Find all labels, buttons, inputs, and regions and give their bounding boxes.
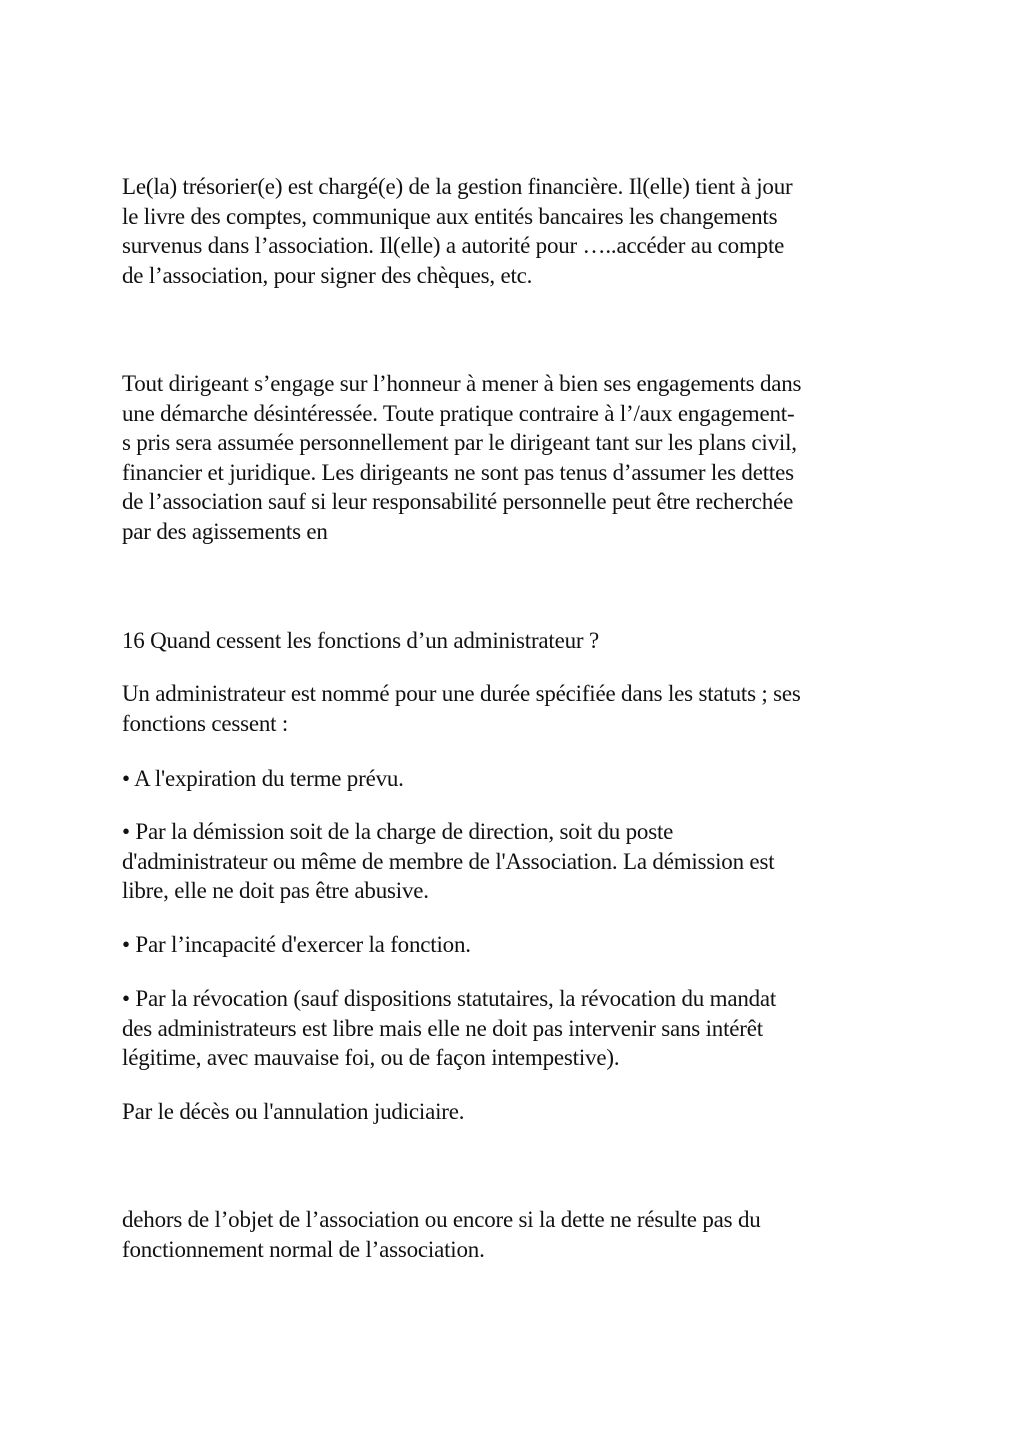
bullet-incapacity (122, 930, 912, 960)
bullet-expiration (122, 764, 912, 794)
text-line: Un administrateur est nommé pour une durée spécifiée dans les statuts ; ses (122, 681, 801, 706)
text-line: • Par la démission soit de la charge de direction, soit du poste (122, 819, 674, 844)
paragraph-continuation (122, 1205, 912, 1264)
text-line: de l’association, pour signer des chèques, etc. (122, 262, 533, 288)
text-line: libre, elle ne doit pas être abusive. (122, 878, 429, 904)
bullet-revocation (122, 984, 912, 1073)
text-line: Par le décès ou l'annulation judiciaire. (122, 1099, 465, 1124)
bullet-resignation (122, 817, 912, 906)
paragraph-administrator-term (122, 679, 912, 738)
text-line: une démarche désintéressée. Toute pratique contraire à l’/aux engagement- (122, 400, 795, 426)
text-line: Tout dirigeant s’engage sur l’honneur à mener à bien ses engagements dans (122, 371, 802, 396)
text-line: Le(la) trésorier(e) est chargé(e) de la gestion financière. Il(elle) tient à jour (122, 174, 793, 199)
text-line: d'administrateur ou même de membre de l'Association. La démission est (122, 848, 775, 874)
text-line: s pris sera assumée personnellement par le dirigeant tant sur les plans civil, (122, 430, 797, 456)
text-line: dehors de l’objet de l’association ou encore si la dette ne résulte pas du (122, 1207, 761, 1232)
text-line: financier et juridique. Les dirigeants ne sont pas tenus d’assumer les dettes (122, 459, 794, 485)
text-line: par des agissements en (122, 518, 328, 544)
text-line: légitime, avec mauvaise foi, ou de façon intempestive). (122, 1045, 620, 1071)
paragraph-director-commitment (122, 369, 912, 547)
text-line: survenus dans l’association. Il(elle) a autorité pour …..accéder au compte (122, 233, 785, 259)
text-line: • Par la révocation (sauf dispositions statutaires, la révocation du mandat (122, 986, 777, 1011)
text-line: fonctionnement normal de l’association. (122, 1236, 485, 1262)
section-heading-16 (122, 626, 912, 656)
text-line: 16 Quand cessent les fonctions d’un administrateur ? (122, 628, 599, 653)
text-line: le livre des comptes, communique aux entités bancaires les changements (122, 203, 778, 229)
text-line: • A l'expiration du terme prévu. (122, 766, 404, 791)
paragraph-death-annulment (122, 1097, 912, 1127)
paragraph-treasurer-role (122, 172, 912, 290)
text-line: de l’association sauf si leur responsabilité personnelle peut être recherchée (122, 489, 794, 515)
text-line: • Par l’incapacité d'exercer la fonction. (122, 932, 471, 957)
text-line: fonctions cessent : (122, 710, 289, 736)
text-line: des administrateurs est libre mais elle ne doit pas intervenir sans intérêt (122, 1015, 763, 1041)
